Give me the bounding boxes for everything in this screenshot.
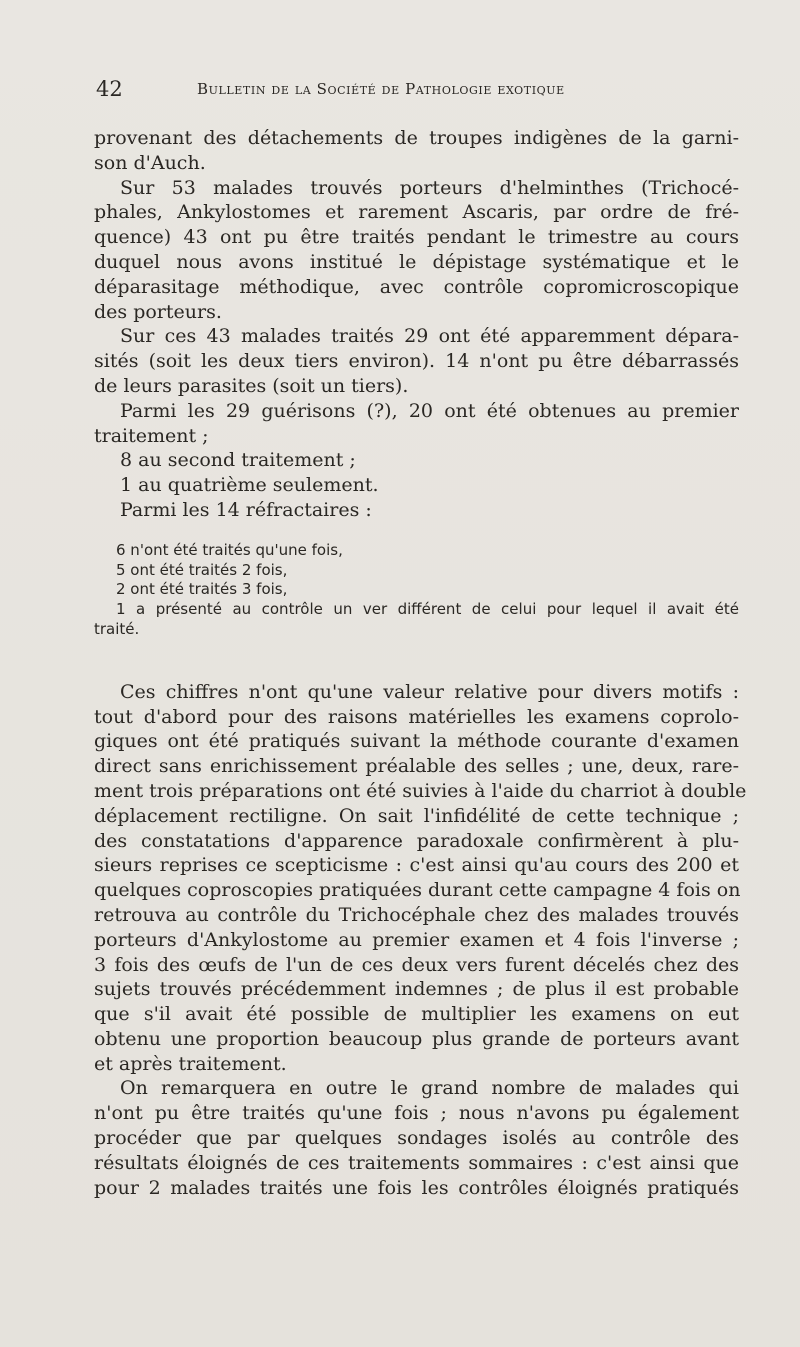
refractory-cases-list xyxy=(94,541,739,640)
text-line: Parmi les 29 guérisons (?), 20 ont été obtenues au premier xyxy=(120,399,739,422)
text-line: et après traitement. xyxy=(94,1052,287,1075)
body-text xyxy=(94,126,747,1200)
paragraph-5 xyxy=(94,680,747,1077)
text-line: sités (soit les deux tiers environ). 14 n'ont pu être débarrassés xyxy=(94,350,739,373)
text-line: porteurs d'Ankylostome au premier examen et 4 fois l'inverse ; xyxy=(94,928,739,951)
text-line: duquel nous avons institué le dépistage systématique et le xyxy=(94,250,739,273)
text-line: Sur ces 43 malades traités 29 ont été apparemment dépara- xyxy=(120,325,739,348)
list-item: 1 a présenté au contrôle un ver différent de celui pour lequel il avait été xyxy=(116,600,739,619)
text-line: des constatations d'apparence paradoxale confirmèrent à plu- xyxy=(94,829,739,852)
text-line: déparasitage méthodique, avec contrôle copromicroscopique xyxy=(94,275,739,298)
list-item: traité. xyxy=(94,619,140,638)
text-line: pour 2 malades traités une fois les contrôles éloignés pratiqués xyxy=(94,1176,739,1199)
text-line: quelques coproscopies pratiquées durant cette campagne 4 fois on xyxy=(94,879,741,902)
list-item: 2 ont été traités 3 fois, xyxy=(116,580,288,599)
text-line: sieurs reprises ce scepticisme : c'est ainsi qu'au cours des 200 et xyxy=(94,854,739,877)
paragraph-6 xyxy=(94,1076,739,1200)
list-item: 6 n'ont été traités qu'une fois, xyxy=(116,540,343,559)
text-line: Sur 53 malades trouvés porteurs d'helminthes (Trichocé- xyxy=(120,176,739,199)
text-line: Ces chiffres n'ont qu'une valeur relative pour divers motifs : xyxy=(120,680,739,703)
text-line: de leurs parasites (soit un tiers). xyxy=(94,374,409,397)
text-line: On remarquera en outre le grand nombre de malades qui xyxy=(120,1077,739,1100)
text-line: 1 au quatrième seulement. xyxy=(120,474,379,497)
text-line: des porteurs. xyxy=(94,300,222,323)
text-line: quence) 43 ont pu être traités pendant le trimestre au cours xyxy=(94,226,739,249)
text-line: que s'il avait été possible de multiplier les examens on eut xyxy=(94,1003,739,1026)
text-line: 8 au second traitement ; xyxy=(120,449,356,472)
text-line: Parmi les 14 réfractaires : xyxy=(120,498,372,521)
running-head: Bulletin de la Société de Pathologie exotique xyxy=(197,80,565,98)
text-line: tout d'abord pour des raisons matérielles les examens coprolo- xyxy=(94,705,739,728)
spacer xyxy=(94,523,739,541)
text-line: déplacement rectiligne. On sait l'infidélité de cette technique ; xyxy=(94,804,739,827)
page-header xyxy=(96,77,756,107)
text-line: provenant des détachements de troupes indigènes de la garni- xyxy=(94,127,739,149)
list-item: 5 ont été traités 2 fois, xyxy=(116,560,288,579)
text-line: ment trois préparations ont été suivies à l'aide du charriot à double xyxy=(94,779,747,802)
text-line: sujets trouvés précédemment indemnes ; de plus il est probable xyxy=(94,978,739,1001)
text-line: giques ont été pratiqués suivant la méthode courante d'examen xyxy=(94,730,739,753)
paragraph-4 xyxy=(94,399,739,449)
text-line: 3 fois des œufs de l'un de ces deux vers furent décelés chez des xyxy=(94,953,739,976)
text-line: phales, Ankylostomes et rarement Ascaris, par ordre de fré- xyxy=(94,201,739,224)
page-number: 42 xyxy=(96,77,123,101)
paragraph-2 xyxy=(94,176,739,325)
paragraph-3 xyxy=(94,324,739,398)
text-line: obtenu une proportion beaucoup plus grande de porteurs avant xyxy=(94,1027,739,1050)
paragraph-1 xyxy=(94,126,739,176)
text-line: procéder que par quelques sondages isolés au contrôle des xyxy=(94,1127,739,1150)
text-line: résultats éloignés de ces traitements sommaires : c'est ainsi que xyxy=(94,1151,739,1174)
text-line: retrouva au contrôle du Trichocéphale chez des malades trouvés xyxy=(94,903,739,926)
results-list xyxy=(94,448,739,522)
text-line: direct sans enrichissement préalable des selles ; une, deux, rare- xyxy=(94,755,739,778)
text-line: son d'Auch. xyxy=(94,151,206,174)
text-line: n'ont pu être traités qu'une fois ; nous n'avons pu également xyxy=(94,1102,739,1125)
text-line: traitement ; xyxy=(94,424,209,447)
spacer xyxy=(94,640,739,680)
